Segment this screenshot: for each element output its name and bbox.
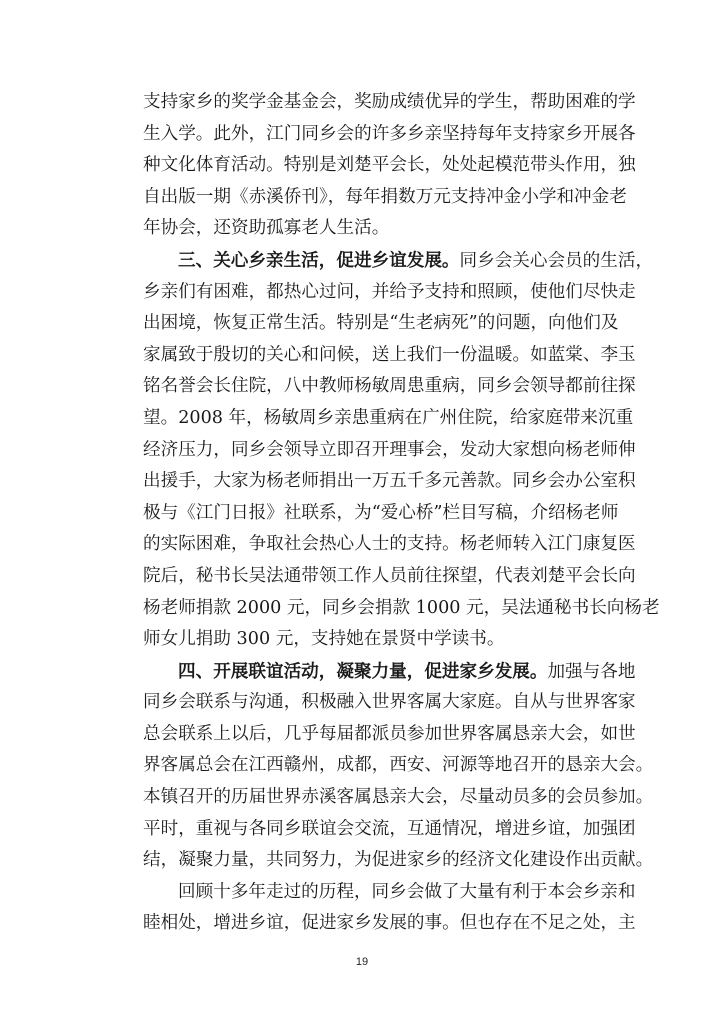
text-line-20: 同乡会联系与沟通，积极融入世界客属大家庭。自从与世界客家 — [143, 692, 636, 713]
text-line-27: 睦相处，增进乡谊，促进家乡发展的事。但也存在不足之处，主 — [143, 913, 636, 934]
page-number: 19 — [355, 956, 369, 968]
text-line-16: 院后，秘书长吴法通带领工作人员前往探望，代表刘楚平会长向 — [143, 565, 636, 586]
text-line-14: 极与《江门日报》社联系，为“爱心桥”栏目写稿，介绍杨老师 — [143, 502, 619, 523]
text-line-26: 回顾十多年走过的历程，同乡会做了大量有利于本会乡亲和 — [178, 881, 636, 902]
section-four-heading: 四、开展联谊活动，凝聚力量，促进家乡发展。 — [178, 660, 548, 682]
text-line-25: 结，凝聚力量，共同努力，为促进家乡的经济文化建设作出贡献。 — [143, 850, 654, 871]
text-line-22: 界客属总会在江西赣州，成都，西安、河源等地召开的恳亲大会。 — [143, 755, 654, 776]
section-three-heading: 三、关心乡亲生活，促进乡谊发展。 — [178, 249, 460, 271]
text-line-18: 师女儿捐助 300 元，支持她在景贤中学读书。 — [143, 629, 505, 650]
text-line-17: 杨老师捐款 2000 元，同乡会捐款 1000 元，吴法通秘书长向杨老 — [143, 597, 660, 618]
text-line-2: 生入学。此外，江门同乡会的许多乡亲坚持每年支持家乡开展各 — [143, 123, 636, 144]
text-line-3: 种文化体育活动。特别是刘楚平会长，处处起模范带头作用，独 — [143, 155, 636, 176]
text-line-15: 的实际困难，争取社会热心人士的支持。杨老师转入江门康复医 — [143, 534, 636, 555]
text-line-9: 家属致于殷切的关心和问候，送上我们一份温暖。如蓝棠、李玉 — [143, 344, 636, 365]
section-three-text: 同乡会关心会员的生活， — [459, 250, 654, 271]
text-line-23: 本镇召开的历届世界赤溪客属恳亲大会，尽量动员多的会员参加。 — [143, 787, 654, 808]
body-text — [143, 87, 660, 940]
text-line-8: 出困境，恢复正常生活。特别是“生老病死”的问题，向他们及 — [143, 313, 619, 334]
text-line-21: 总会联系上以后，几乎每届都派员参加世界客属恳亲大会，如世 — [143, 723, 636, 744]
section-four-first-line — [143, 656, 636, 688]
text-line-7: 乡亲们有困难，都热心过问，并给予支持和照顾，使他们尽快走 — [143, 281, 636, 302]
text-line-4: 自出版一期《赤溪侨刊》，每年捐数万元支持冲金小学和冲金老 — [143, 186, 627, 207]
section-three-first-line — [143, 245, 654, 277]
section-four-text: 加强与各地 — [547, 661, 636, 682]
text-line-5: 年协会，还资助孤寡老人生活。 — [143, 218, 390, 239]
text-line-11: 望。2008 年，杨敏周乡亲患重病在广州住院，给家庭带来沉重 — [143, 407, 634, 428]
text-line-10: 铭名誉会长住院，八中教师杨敏周患重病，同乡会领导都前往探 — [143, 376, 636, 397]
text-line-1: 支持家乡的奖学金基金会，奖励成绩优异的学生，帮助困难的学 — [143, 92, 636, 112]
text-line-12: 经济压力，同乡会领导立即召开理事会，发动大家想向杨老师伸 — [143, 439, 636, 460]
text-line-13: 出援手，大家为杨老师捐出一万五千多元善款。同乡会办公室积 — [143, 471, 636, 492]
text-line-24: 平时，重视与各同乡联谊会交流，互通情况，增进乡谊，加强团 — [143, 818, 636, 839]
